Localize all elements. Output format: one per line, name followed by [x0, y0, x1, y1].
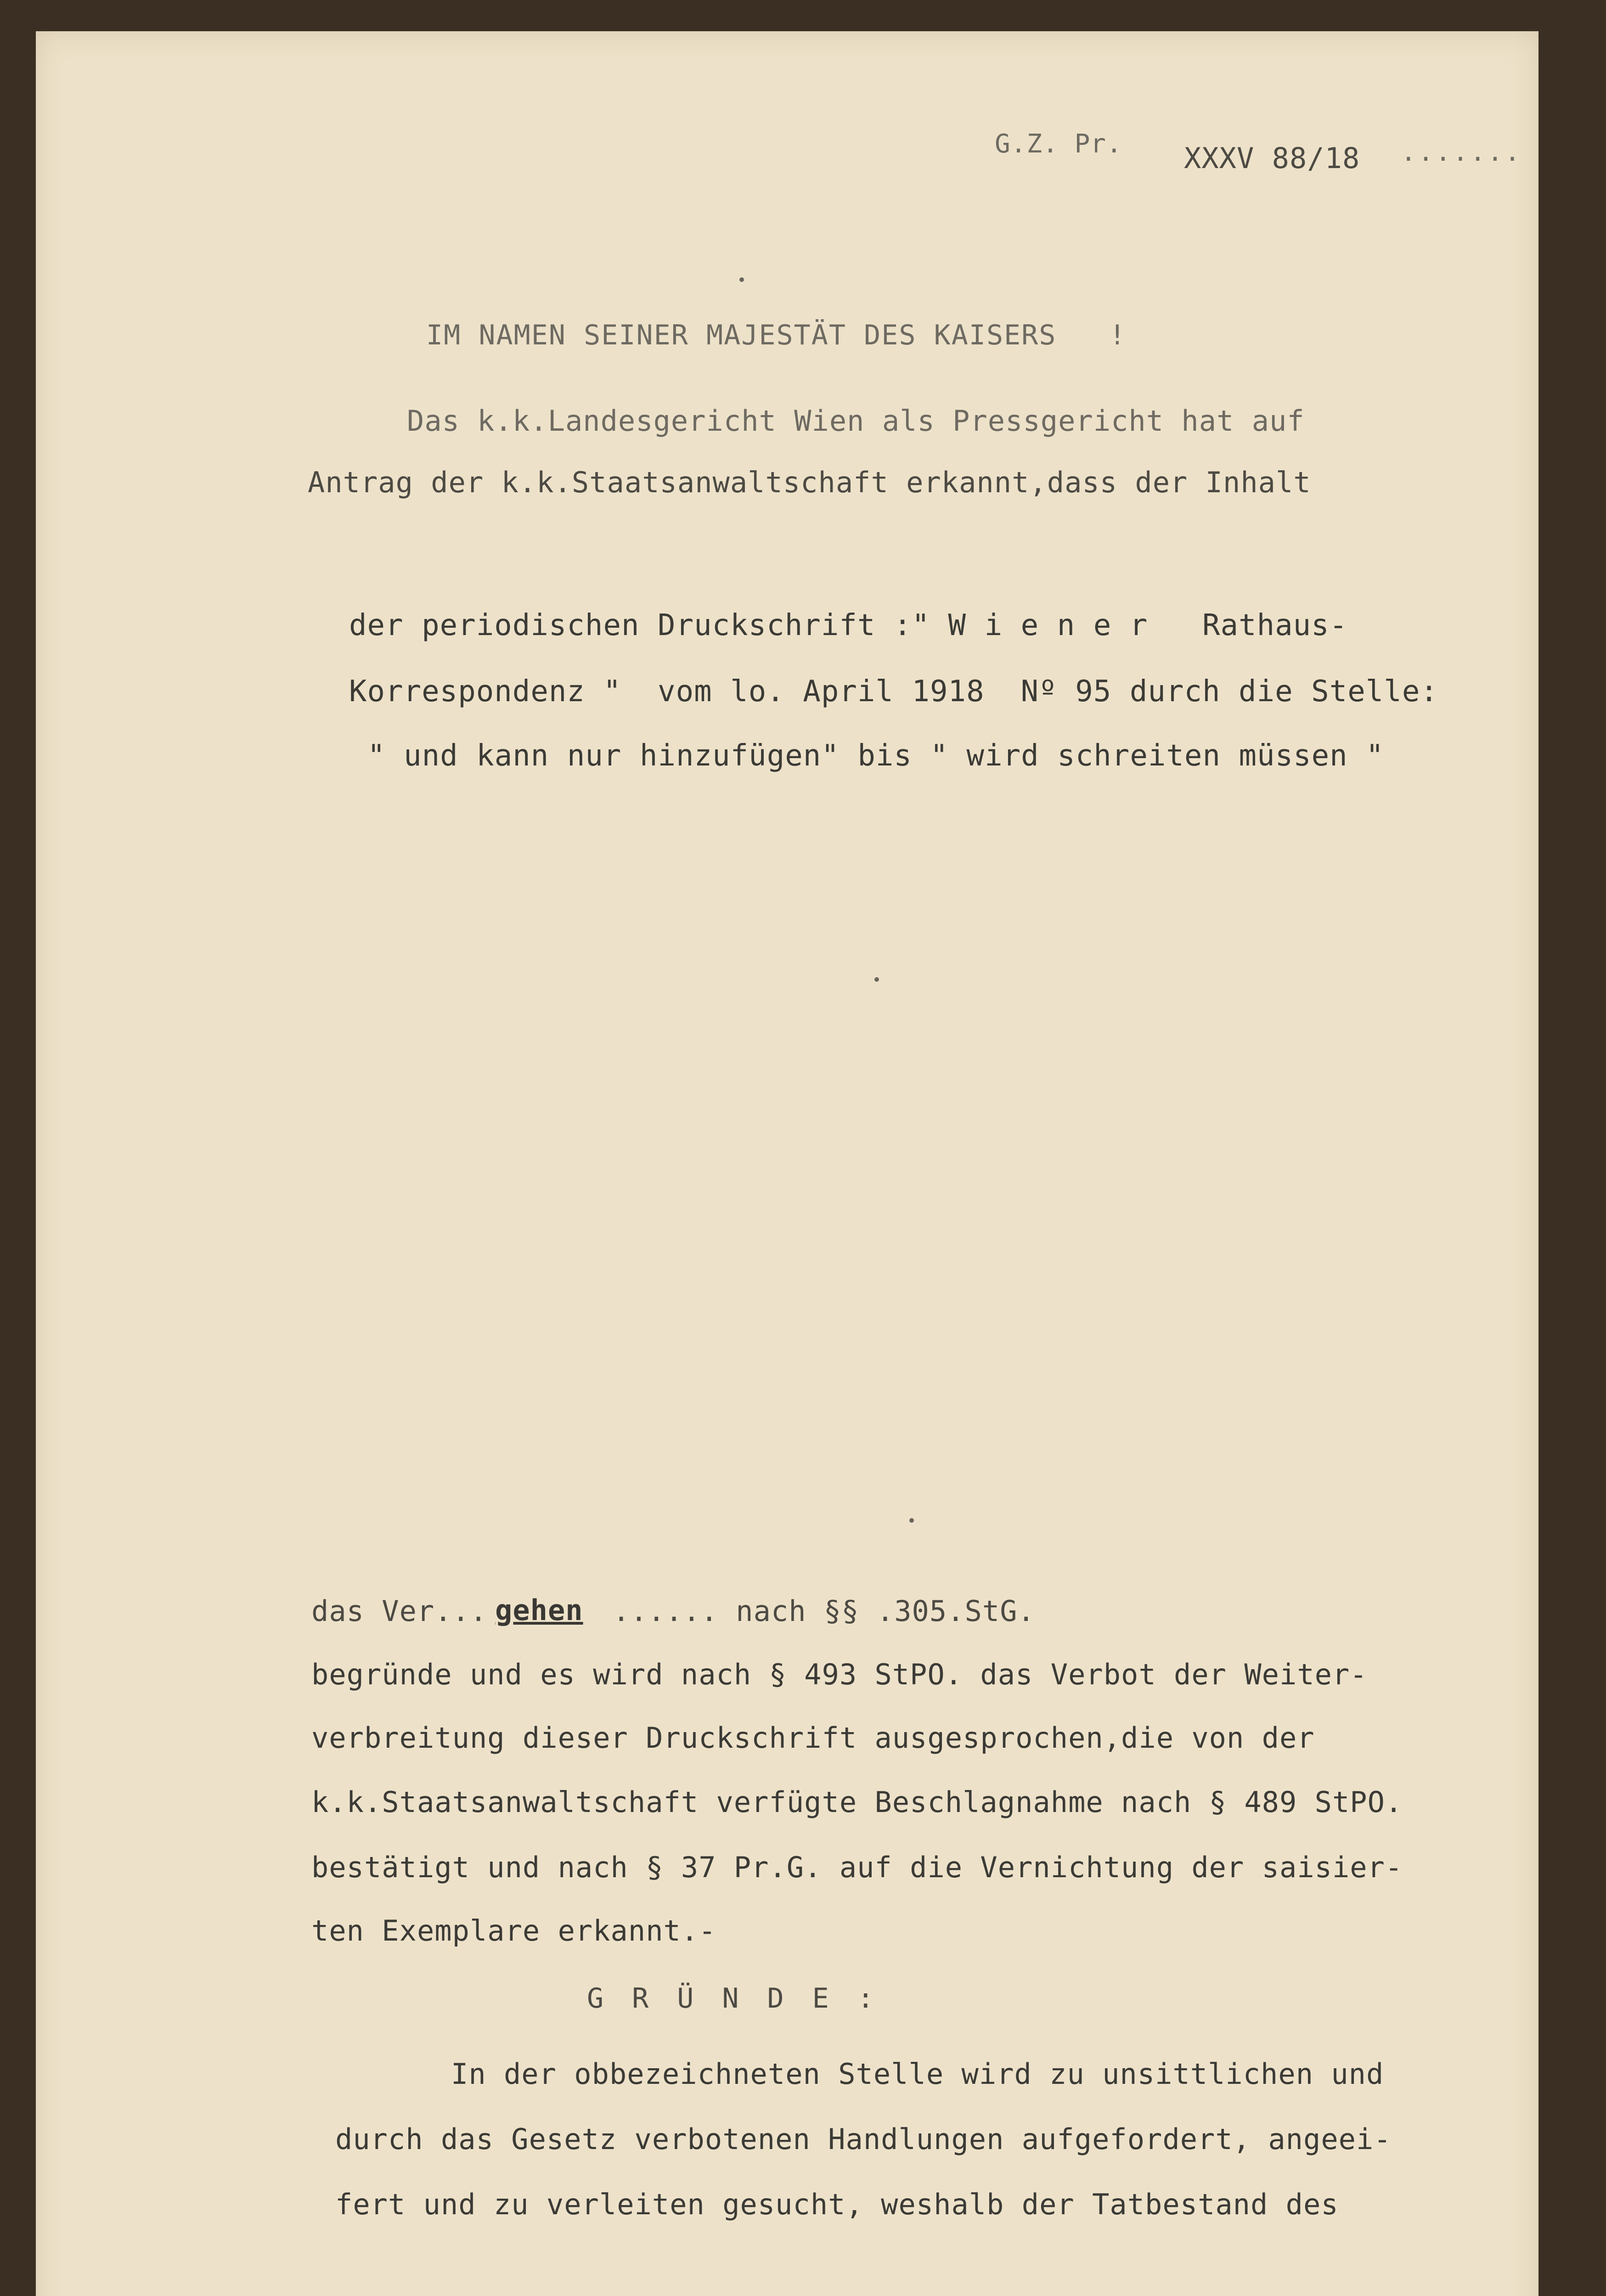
reasons-line-1: In der obbezeichneten Stelle wird zu unsittlichen und	[451, 2057, 1384, 2091]
verdict-line-1a: das Ver...	[311, 1594, 488, 1628]
passage-line-1: der periodischen Druckschrift :" W i e n e r Rathaus-	[349, 608, 1348, 642]
verdict-line-4: k.k.Staatsanwaltschaft verfügte Beschlagnahme nach § 489 StPO.	[311, 1785, 1403, 1819]
ink-dot	[909, 1518, 914, 1523]
document-page	[36, 31, 1538, 2296]
reasons-line-3: fert und zu verleiten gesucht, weshalb der Tatbestand des	[335, 2188, 1339, 2221]
reference-number: XXXV 88/18	[1184, 141, 1360, 175]
verdict-line-1b: gehen	[495, 1593, 583, 1627]
passage-line-3: " und kann nur hinzufügen" bis " wird schreiten müssen "	[367, 739, 1384, 773]
reference-dots: .......	[1401, 137, 1522, 167]
verdict-line-3: verbreitung dieser Druckschrift ausgesprochen,die von der	[311, 1721, 1315, 1755]
reasons-heading: GRÜNDE:	[587, 1982, 902, 2015]
ink-dot	[739, 277, 744, 282]
verdict-line-6: ten Exemplare erkannt.-	[311, 1914, 716, 1947]
reasons-line-2: durch das Gesetz verbotenen Handlungen aufgefordert, angeei-	[335, 2122, 1392, 2156]
court-header: IM NAMEN SEINER MAJESTÄT DES KAISERS !	[426, 319, 1127, 351]
intro-line-1: Das k.k.Landesgericht Wien als Pressgericht hat auf	[407, 404, 1305, 438]
verdict-line-2: begründe und es wird nach § 493 StPO. das Verbot der Weiter-	[311, 1658, 1368, 1691]
intro-line-2: Antrag der k.k.Staatsanwaltschaft erkannt,dass der Inhalt	[308, 466, 1311, 499]
reference-prefix: G.Z. Pr.	[995, 129, 1122, 159]
ink-dot	[874, 977, 879, 982]
verdict-line-5: bestätigt und nach § 37 Pr.G. auf die Vernichtung der saisier-	[311, 1851, 1403, 1884]
verdict-line-1c: ...... nach §§ .305.StG.	[613, 1594, 1035, 1628]
passage-line-2: Korrespondenz " vom lo. April 1918 Nº 95 durch die Stelle:	[349, 675, 1438, 709]
